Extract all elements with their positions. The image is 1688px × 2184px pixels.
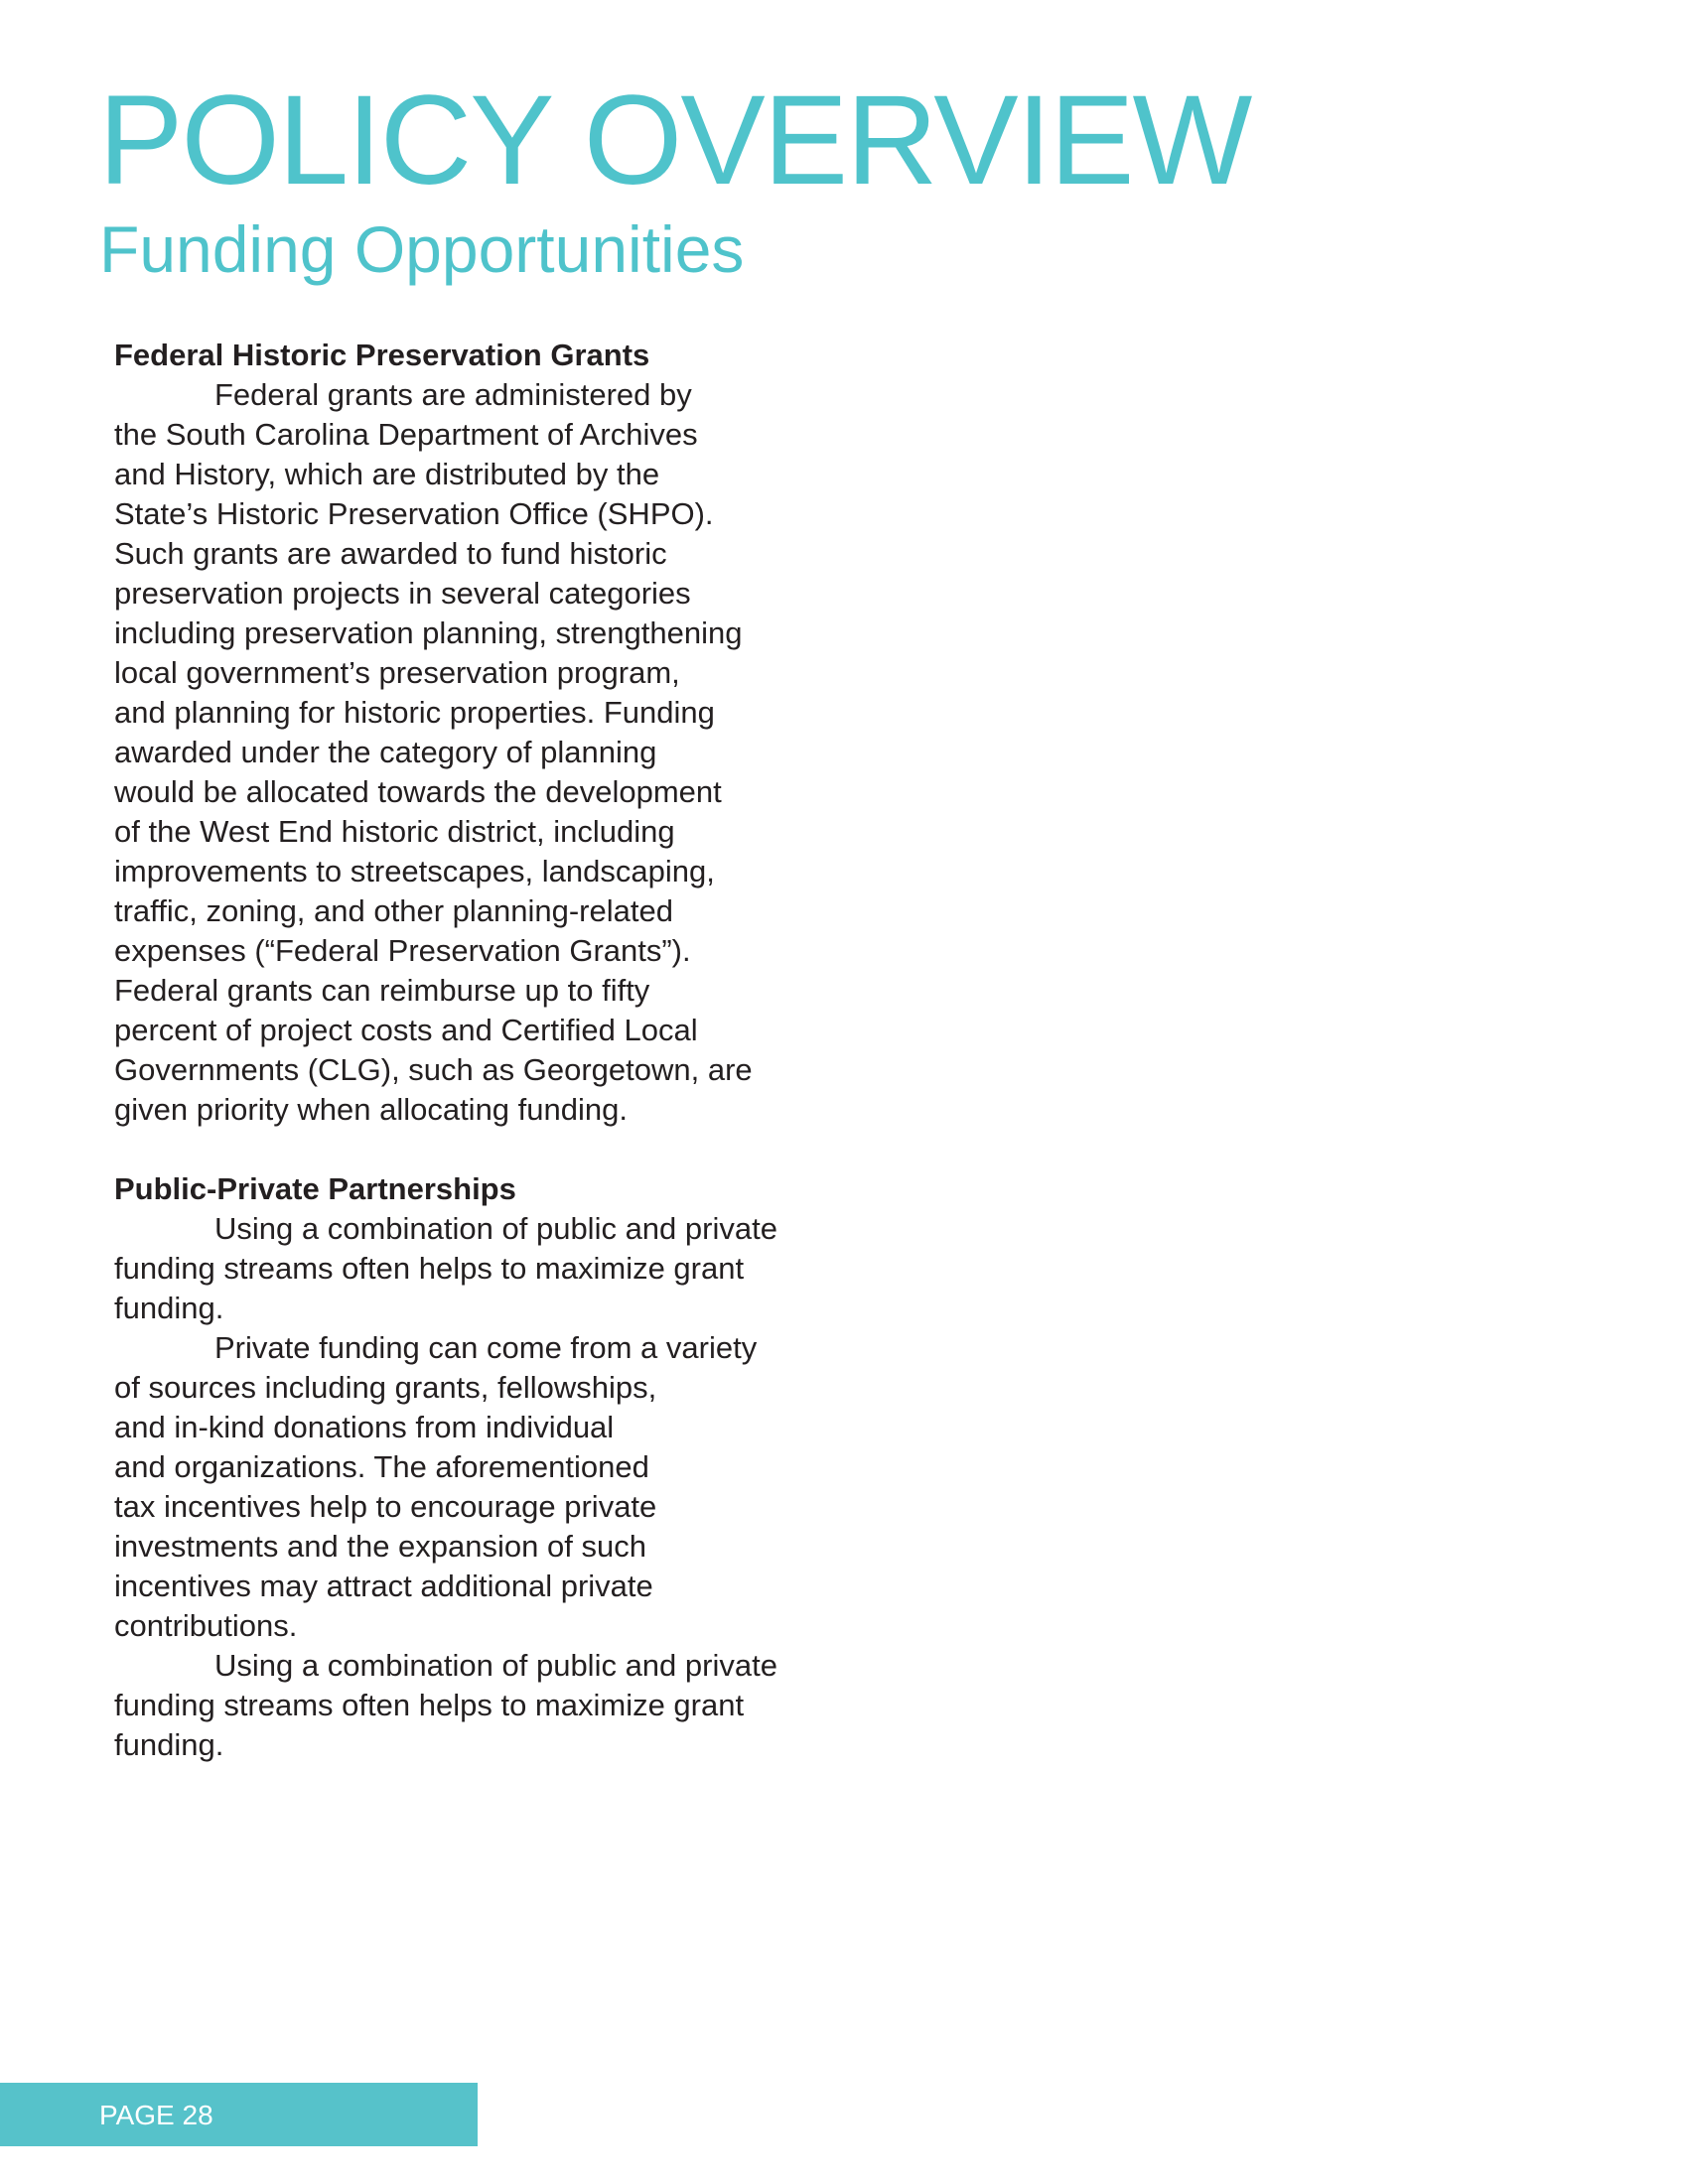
paragraph-line: funding. [114, 1727, 224, 1762]
section-heading: Federal Historic Preservation Grants [114, 338, 650, 372]
paragraph-line: Using a combination of public and private [214, 1648, 777, 1683]
paragraph-line: tax incentives help to encourage private [114, 1489, 657, 1524]
paragraph-line: Using a combination of public and private [214, 1211, 777, 1246]
section-heading: Public-Private Partnerships [114, 1171, 516, 1206]
paragraph-line: Governments (CLG), such as Georgetown, are [114, 1052, 753, 1087]
paragraph-line: expenses (“Federal Preservation Grants”). [114, 933, 691, 968]
section-federal-grants [114, 336, 849, 1130]
section-public-private [114, 1169, 849, 1765]
paragraph-line: State’s Historic Preservation Office (SHPO). [114, 496, 714, 531]
paragraph-line: contributions. [114, 1608, 298, 1643]
paragraph-line: improvements to streetscapes, landscaping, [114, 854, 715, 888]
paragraph-line: and planning for historic properties. Funding [114, 695, 715, 730]
page-title: POLICY OVERVIEW [98, 69, 1251, 211]
paragraph-line: of sources including grants, fellowships, [114, 1370, 657, 1405]
paragraph-line: local government’s preservation program, [114, 655, 680, 690]
paragraph-line: investments and the expansion of such [114, 1529, 646, 1564]
paragraph-line: and History, which are distributed by the [114, 457, 660, 491]
paragraph-line: funding streams often helps to maximize grant [114, 1251, 745, 1286]
paragraph-line: incentives may attract additional private [114, 1569, 653, 1603]
paragraph-line: percent of project costs and Certified Local [114, 1013, 698, 1047]
paragraph-line: funding streams often helps to maximize grant [114, 1688, 745, 1722]
paragraph-line: traffic, zoning, and other planning-related [114, 893, 673, 928]
paragraph-line: preservation projects in several categories [114, 576, 691, 611]
page-number: PAGE 28 [99, 2100, 213, 2130]
content-column [114, 336, 849, 1765]
paragraph-line: Private funding can come from a variety [214, 1330, 758, 1365]
paragraph-line: including preservation planning, strengthening [114, 615, 743, 650]
paragraph-line: of the West End historic district, including [114, 814, 675, 849]
footer-bar [0, 2083, 478, 2146]
paragraph-line: and organizations. The aforementioned [114, 1449, 649, 1484]
paragraph-line: given priority when allocating funding. [114, 1092, 628, 1127]
page-subtitle: Funding Opportunities [99, 212, 745, 286]
paragraph-line: awarded under the category of planning [114, 735, 657, 769]
paragraph-line: would be allocated towards the development [114, 774, 722, 809]
paragraph-line: and in-kind donations from individual [114, 1410, 615, 1444]
section-spacer [114, 1130, 849, 1169]
paragraph-line: Such grants are awarded to fund historic [114, 536, 667, 571]
paragraph-line: Federal grants are administered by [214, 377, 692, 412]
paragraph-line: Federal grants can reimburse up to fifty [114, 973, 650, 1008]
paragraph-line: funding. [114, 1291, 224, 1325]
paragraph-line: the South Carolina Department of Archives [114, 417, 698, 452]
